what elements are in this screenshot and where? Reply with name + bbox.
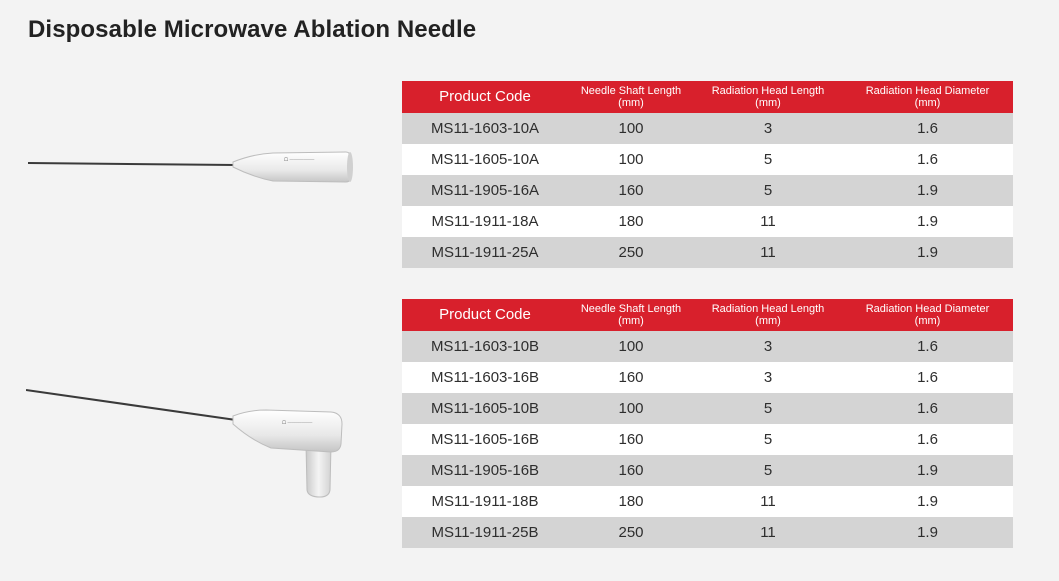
svg-text:ᗝ ───────: ᗝ ───────	[284, 157, 315, 163]
product-code: MS11-1911-25A	[431, 244, 539, 261]
radiation-length: 5	[763, 151, 773, 168]
header-needle-shaft-length: Needle Shaft Length (mm)	[580, 85, 682, 109]
grip-needle-image	[26, 382, 351, 502]
radiation-length: 11	[760, 213, 776, 230]
table-row	[402, 455, 1013, 486]
table-row	[402, 393, 1013, 424]
shaft-length: 100	[618, 151, 644, 168]
radiation-diameter: 1.6	[917, 338, 938, 355]
radiation-diameter: 1.9	[917, 462, 938, 479]
product-code: MS11-1605-16B	[430, 431, 540, 448]
header-product-code: Product Code	[439, 306, 531, 323]
radiation-length: 3	[763, 369, 773, 386]
product-code: MS11-1603-10B	[430, 338, 540, 355]
radiation-diameter: 1.9	[917, 244, 938, 261]
radiation-diameter: 1.6	[917, 151, 938, 168]
table-row	[402, 237, 1013, 268]
shaft-length: 180	[618, 213, 644, 230]
product-code: MS11-1911-18A	[431, 213, 539, 230]
table-header-row	[402, 81, 1013, 113]
page-title: Disposable Microwave Ablation Needle	[28, 16, 477, 43]
radiation-length: 11	[760, 244, 776, 261]
shaft-length: 160	[618, 462, 644, 479]
product-code: MS11-1905-16B	[430, 462, 540, 479]
shaft-length: 160	[618, 182, 644, 199]
product-code: MS11-1905-16A	[430, 182, 540, 199]
header-radiation-head-length: Radiation Head Length (mm)	[711, 85, 825, 109]
product-code: MS11-1911-25B	[431, 524, 539, 541]
radiation-length: 3	[763, 120, 773, 137]
table-header-row	[402, 299, 1013, 331]
radiation-diameter: 1.6	[917, 431, 938, 448]
table-row	[402, 206, 1013, 237]
radiation-diameter: 1.6	[917, 369, 938, 386]
product-code: MS11-1603-16B	[430, 369, 540, 386]
spec-table-b	[402, 299, 1013, 548]
radiation-diameter: 1.9	[917, 213, 938, 230]
shaft-length: 180	[618, 493, 644, 510]
product-code: MS11-1605-10A	[430, 151, 540, 168]
shaft-length: 100	[618, 338, 644, 355]
spec-table-a	[402, 81, 1013, 268]
radiation-length: 5	[763, 431, 773, 448]
radiation-length: 11	[760, 493, 776, 510]
svg-text:ᗝ ───────: ᗝ ───────	[282, 420, 313, 426]
table-row	[402, 486, 1013, 517]
table-row	[402, 517, 1013, 548]
product-code: MS11-1603-10A	[430, 120, 540, 137]
radiation-diameter: 1.6	[917, 400, 938, 417]
header-radiation-head-diameter: Radiation Head Diameter (mm)	[865, 85, 990, 109]
shaft-length: 100	[618, 120, 644, 137]
radiation-length: 5	[763, 400, 773, 417]
header-needle-shaft-length: Needle Shaft Length (mm)	[580, 303, 682, 327]
radiation-length: 5	[763, 462, 773, 479]
header-product-code: Product Code	[439, 88, 531, 105]
shaft-length: 250	[618, 244, 644, 261]
radiation-diameter: 1.9	[917, 493, 938, 510]
table-row	[402, 331, 1013, 362]
table-row	[402, 144, 1013, 175]
shaft-length: 250	[618, 524, 644, 541]
radiation-length: 11	[760, 524, 776, 541]
shaft-length: 100	[618, 400, 644, 417]
shaft-length: 160	[618, 431, 644, 448]
table-row	[402, 362, 1013, 393]
table-row	[402, 175, 1013, 206]
radiation-length: 3	[763, 338, 773, 355]
header-radiation-head-diameter: Radiation Head Diameter (mm)	[865, 303, 990, 327]
product-code: MS11-1605-10B	[430, 400, 540, 417]
radiation-diameter: 1.9	[917, 524, 938, 541]
table-row	[402, 424, 1013, 455]
product-code: MS11-1911-18B	[431, 493, 539, 510]
straight-needle-image	[28, 145, 358, 190]
shaft-length: 160	[618, 369, 644, 386]
radiation-diameter: 1.6	[917, 120, 938, 137]
table-row	[402, 113, 1013, 144]
radiation-diameter: 1.9	[917, 182, 938, 199]
radiation-length: 5	[763, 182, 773, 199]
header-radiation-head-length: Radiation Head Length (mm)	[711, 303, 825, 327]
